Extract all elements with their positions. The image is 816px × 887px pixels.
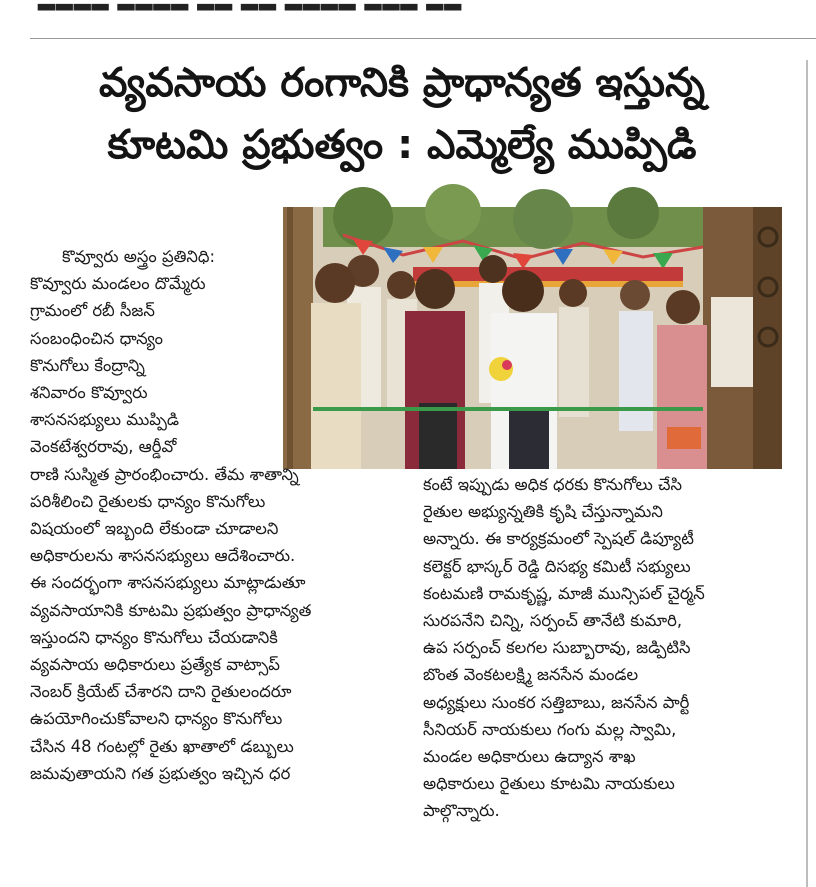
top-divider <box>30 38 816 39</box>
article-line: ఇస్తుందని ధాన్యం కొనుగోలు చేయడానికి <box>30 627 278 647</box>
article-line: ఉప సర్పంచ్ కలగల సుబ్బారావు, జడ్పిటిసి <box>423 638 691 658</box>
article-headline <box>14 52 790 176</box>
article-line: సంబంధించిన ధాన్యం <box>30 328 163 348</box>
article-line: రైతుల అభ్యున్నతికి కృషి చేస్తున్నామని <box>423 502 663 522</box>
clipped-text-strip <box>38 0 462 11</box>
article-body-right-column <box>423 471 795 825</box>
article-line: శనివారం కొవ్వూరు <box>30 383 148 403</box>
article-line: కంటే ఇప్పుడు అధిక ధరకు కొనుగోలు చేసి <box>423 475 683 494</box>
article-line: గ్రామంలో రబీ సీజన్ <box>30 301 155 321</box>
article-line: వ్యవసాయ అధికారులు ప్రత్యేక వాట్సాప్ <box>30 655 280 675</box>
article-line: శాసనసభ్యులు ముప్పిడి <box>30 410 179 430</box>
article-line: బొంత వెంకటలక్ష్మి జనసేన మండల <box>423 665 639 685</box>
article-line: అధికారులను శాసనసభ్యులు ఆదేశించారు. <box>30 546 296 566</box>
headline-line-2: కూటమి ప్రభుత్వం : ఎమ్మెల్యే ముప్పిడి <box>107 122 697 168</box>
article-line: రాణి సుస్మిత ప్రారంభించారు. తేమ శాతాన్ని <box>30 464 299 484</box>
article-line: అధ్యక్షులు సుంకర సత్తిబాబు, జనసేన పార్టీ <box>423 692 690 712</box>
article-line: సురపనేని చిన్ని, సర్పంచ్ తానేటి కుమారి, <box>423 611 683 631</box>
article-line: విషయంలో ఇబ్బంది లేకుండా చూడాలని <box>30 519 279 539</box>
article-line: కొనుగోలు కేంద్రాన్ని <box>30 355 145 375</box>
article-line: సీనియర్ నాయకులు గంగు మల్ల స్వామి, <box>423 719 677 739</box>
article-line: ఉపయోగించుకోవాలని ధాన్యం కొనుగోలు <box>30 709 283 729</box>
article-line: జమవుతాయని గత ప్రభుత్వం ఇచ్చిన ధర <box>30 763 291 783</box>
article-body-left-column <box>30 243 406 787</box>
article-line: అధికారులు రైతులు కూటమి నాయకులు <box>423 774 675 794</box>
article-line: మండల అధికారులు ఉద్యాన శాఖ <box>423 747 636 767</box>
article-line: చేసిన 48 గంటల్లో రైతు ఖాతాలో డబ్బులు <box>30 736 294 756</box>
column-divider <box>806 60 808 887</box>
article-line: కొవ్వూరు మండలం దొమ్మేరు <box>30 274 206 294</box>
article-line: కంటమణి రామకృష్ణ, మాజీ మున్సిపల్ చైర్మన్ <box>423 583 705 603</box>
article-line: వెంకటేశ్వరరావు, ఆర్డీవో <box>30 437 177 457</box>
article-line: పరిశీలించి రైతులకు ధాన్యం కొనుగోలు <box>30 491 266 511</box>
article-line: ఈ సందర్భంగా శాసనసభ్యులు మాట్లాడుతూ <box>30 573 306 593</box>
article-line: కొవ్వూరు అస్త్రం ప్రతినిధి: <box>62 247 216 266</box>
article-line: నెంబర్ క్రియేట్ చేశారని దాని రైతులందరూ <box>30 682 292 702</box>
article-line: వ్యవసాయానికి కూటమి ప్రభుత్వం ప్రాధాన్యత <box>30 600 312 620</box>
article-line: పాల్గొన్నారు. <box>423 801 500 821</box>
headline-line-1: వ్యవసాయ రంగానికి ప్రాధాన్యత ఇస్తున్న <box>99 60 705 106</box>
article-line: అన్నారు. ఈ కార్యక్రమంలో స్పెషల్ డిప్యూటీ <box>423 529 694 549</box>
article-line: కలెక్టర్ భాస్కర్ రెడ్డి దిసభ్య కమిటీ సభ్యులు <box>423 556 691 576</box>
previous-article-fragment <box>0 0 816 12</box>
